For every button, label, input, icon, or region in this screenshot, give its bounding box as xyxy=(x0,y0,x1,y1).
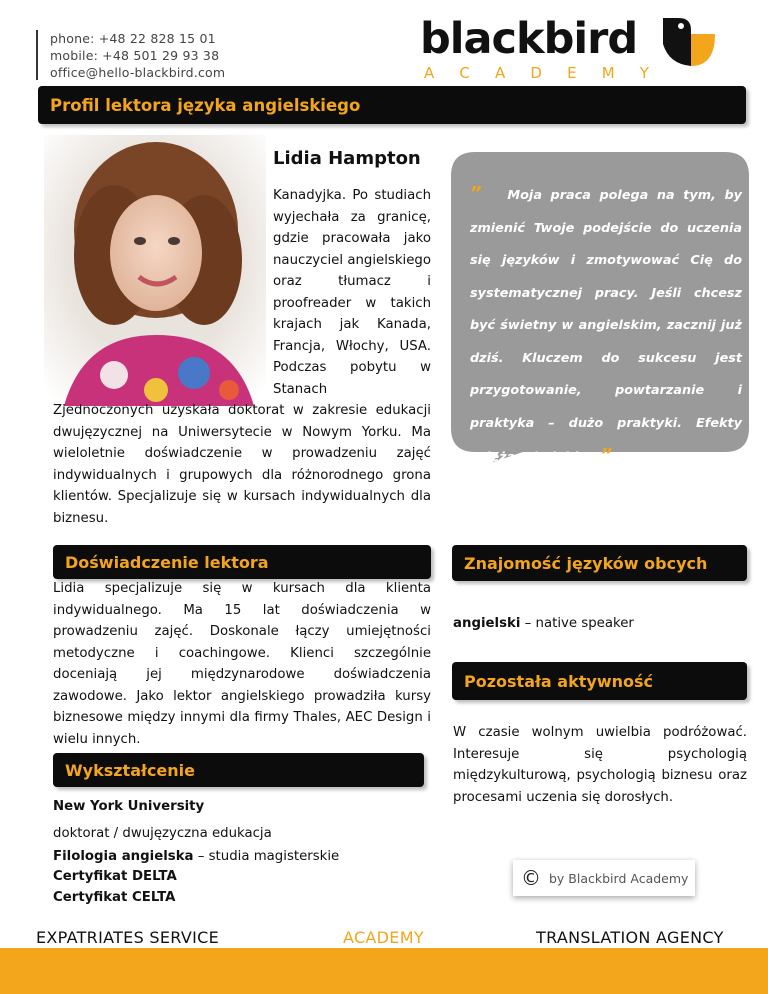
logo-letter: C xyxy=(459,64,470,82)
lector-name: Lidia Hampton xyxy=(273,148,421,169)
copyright-text: by Blackbird Academy xyxy=(549,870,689,886)
quote-text xyxy=(470,178,742,475)
footer-band xyxy=(0,948,768,994)
languages-heading: Znajomość języków obcych xyxy=(452,545,747,581)
contact-email[interactable]: office@hello-blackbird.com xyxy=(50,65,226,80)
logo-letter: E xyxy=(567,64,577,82)
logo-wordmark: blackbird xyxy=(420,14,638,64)
contact-mobile: mobile: +48 501 29 93 38 xyxy=(50,48,220,63)
education-heading: Wykształcenie xyxy=(53,753,424,787)
contact-info xyxy=(36,30,225,80)
bio-text-wide: Zjednoczonych uzyskała doktorat w zakresie edukacji dwujęzycznej na Uniwersytecie w Nowym Yorku. Ma wieloletnie doświadczenie w prowadzeniu zajęć indywidualnych i grupowych dla różnorodnego grona klientów. Specjalizuje się w kursach indywidualnych dla biznesu. xyxy=(53,403,431,526)
footer-academy[interactable]: ACADEMY xyxy=(343,928,424,947)
logo-letter: A xyxy=(495,64,506,82)
quote-open-mark: ” xyxy=(470,183,482,204)
experience-text: Lidia specjalizuje się w kursach dla klienta indywidualnego. Ma 15 lat doświadczenia w prowadzeniu zajęć. Doskonale łączy umiejętności metodyczne i coachingowe. Klienci szczególnie doceniają jej międzynarodowe doświadczenia zawodowe. Jako lektor angielskiego prowadziła kursy biznesowe między innymi dla firmy Thales, AEC Design i wielu innych. xyxy=(53,581,431,747)
logo-letter: Y xyxy=(639,64,649,82)
logo-letter: M xyxy=(601,64,615,82)
copyright-icon: © xyxy=(521,866,541,890)
bird-icon xyxy=(661,14,717,68)
other-activity-text: W czasie wolnym uwielbia podróżować. Interesuje się psychologią międzykulturową, psychologią biznesu oraz procesami uczenia się dorosłych. xyxy=(453,725,747,805)
footer-translation[interactable]: TRANSLATION AGENCY xyxy=(536,928,724,947)
education-cert-celta: Certyfikat CELTA xyxy=(53,890,176,905)
education-cert-delta: Certyfikat DELTA xyxy=(53,869,177,884)
logo-subtitle xyxy=(424,64,649,82)
logo-letter: A xyxy=(424,64,435,82)
contact-phone: phone: +48 22 828 15 01 xyxy=(50,31,216,46)
footer-expatriates[interactable]: EXPATRIATES SERVICE xyxy=(36,928,219,947)
copyright-stamp xyxy=(513,860,695,896)
blackbird-logo[interactable] xyxy=(420,14,720,84)
other-activity-heading: Pozostała aktywność xyxy=(452,662,747,700)
education-philology: Filologia angielska – studia magisterskie xyxy=(53,849,340,864)
quote-close-mark: ” xyxy=(600,445,613,466)
logo-letter: D xyxy=(530,64,542,82)
lector-photo xyxy=(44,135,266,406)
education-degree: doktorat / dwujęzyczna edukacja xyxy=(53,826,272,841)
quote-body: Moja praca polega na tym, by zmienić Twoje podejście do uczenia się języków i zmotywować Cię do systematycznej pracy. Jeśli chcesz być świetny w angielskim, zacznij już dziś. Kluczem do sukcesu jest przygotowanie, powtarzanie i praktyka – dużo praktyki. Efekty zależą od Ciebie. xyxy=(470,188,742,465)
education-university: New York University xyxy=(53,799,205,814)
bio-text-short: Kanadyjka. Po studiach wyjechała za granicę, gdzie pracowała jako nauczyciel angielskiego oraz tłumacz i proofreader w takich krajach jak Kanada, Francja, Włochy, USA. Podczas pobytu w Stanach xyxy=(273,188,431,397)
languages-entry: angielski – native speaker xyxy=(453,616,634,631)
profile-title-bar: Profil lektora języka angielskiego xyxy=(38,86,746,124)
experience-heading: Doświadczenie lektora xyxy=(53,545,431,579)
